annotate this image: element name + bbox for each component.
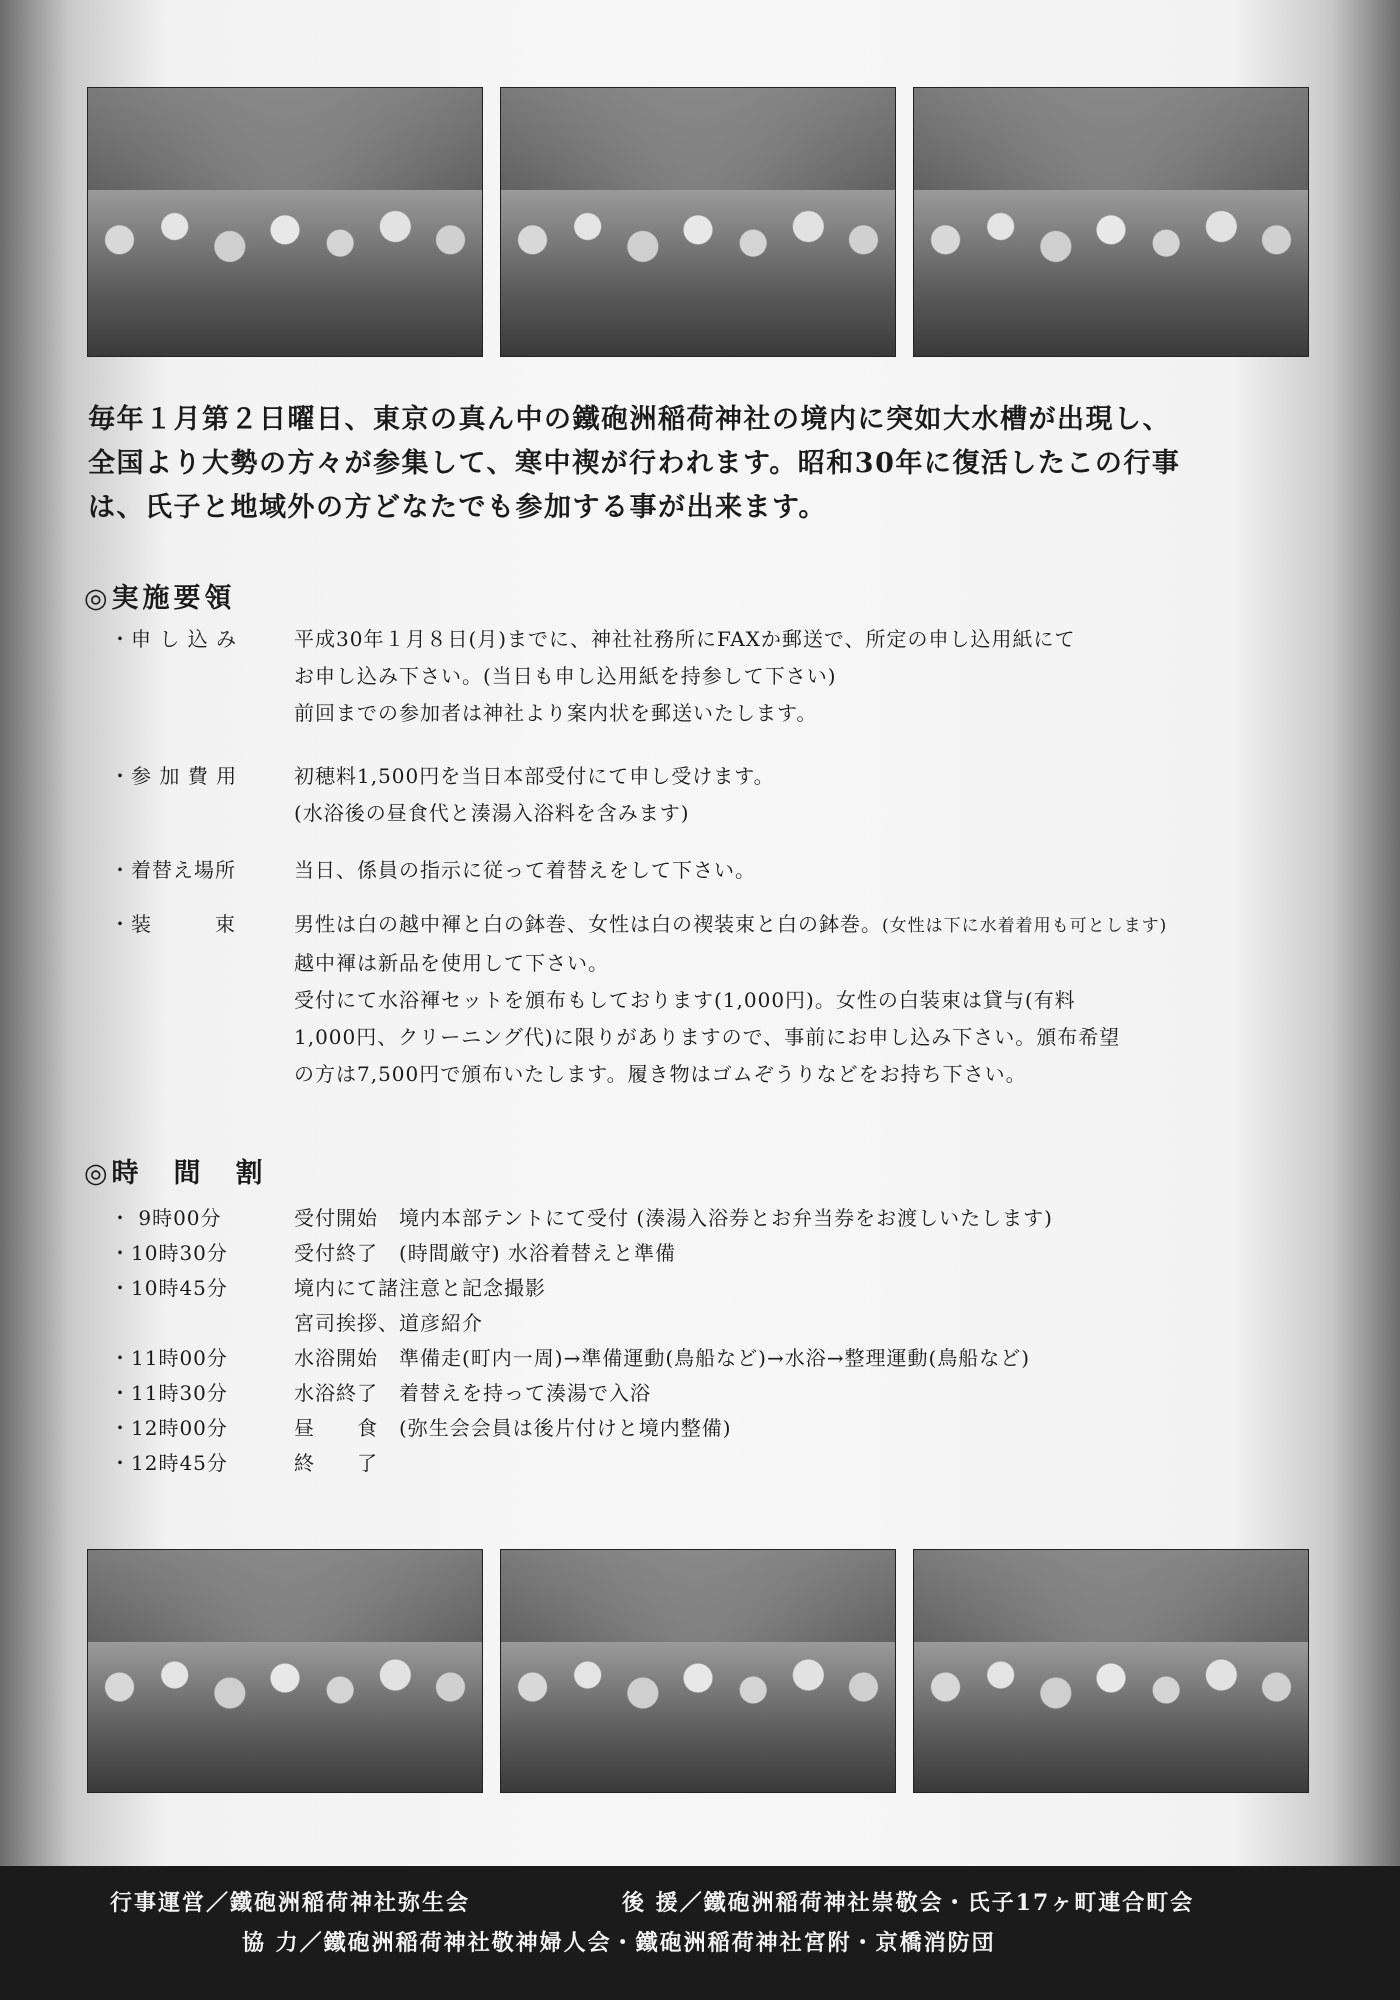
item-line: 受付にて水浴褌セットを頒布もしております(1,000円)。女性の白装束は貸与(有料: [294, 988, 1076, 1012]
item-label: ・参 加 費 用: [110, 764, 238, 788]
item-line: 初穂料1,500円を当日本部受付にて申し受けます。: [294, 764, 775, 788]
photo-participants-bathing: [914, 88, 1308, 356]
schedule-time: ・11時00分: [110, 1346, 228, 1370]
item-label: ・装 束: [110, 912, 236, 936]
footer-organizer: 行事運営／鐵砲洲稲荷神社弥生会: [110, 1890, 471, 1916]
item-line: 1,000円、クリーニング代)に限りがありますので、事前にお申し込み下さい。頒布希望: [294, 1025, 1121, 1049]
schedule-activity: 水浴開始 準備走(町内一周)→準備運動(鳥船など)→水浴→整理運動(鳥船など): [294, 1346, 1031, 1370]
photo-water-tank: [88, 1550, 482, 1792]
attire-main: 男性は白の越中褌と白の鉢巻、女性は白の禊装束と白の鉢巻。: [294, 912, 882, 936]
schedule-time: ・ 9時00分: [110, 1206, 222, 1230]
schedule-time: ・12時00分: [110, 1416, 228, 1440]
item-text: [294, 758, 1400, 832]
schedule-time: ・10時45分: [110, 1276, 228, 1300]
photo-shrine-grounds: [914, 1550, 1308, 1792]
schedule-activity: 終 了: [294, 1451, 378, 1475]
schedule-activity: 水浴終了 着替えを持って湊湯で入浴: [294, 1381, 651, 1405]
section-heading-schedule: ◎時 間 割: [84, 1158, 267, 1189]
footer-support: 後 援／鐵砲洲稲荷神社崇敬会・氏子17ヶ町連合町会: [622, 1890, 1195, 1916]
photo-group-portrait: [501, 88, 895, 356]
item-line: 平成30年１月８日(月)までに、神社社務所にFAXか郵送で、所定の申し込用紙にて: [294, 627, 1076, 651]
item-label: ・申 し 込 み: [110, 627, 238, 651]
item-line: の方は7,500円で頒布いたします。履き物はゴムぞうりなどをお持ち下さい。: [294, 1062, 1027, 1086]
schedule-activity: 宮司挨拶、道彦紹介: [294, 1311, 483, 1335]
top-photo-row: [88, 88, 1308, 356]
item-text: [294, 906, 1400, 1093]
schedule-time: ・12時45分: [110, 1451, 228, 1475]
footer-cooperation: 協 力／鐵砲洲稲荷神社敬神婦人会・鐵砲洲稲荷神社宮附・京橋消防団: [242, 1930, 996, 1956]
item-text: [294, 852, 1400, 889]
bottom-photo-row: [88, 1550, 1308, 1792]
item-text: [294, 621, 1400, 732]
photo-runners: [88, 88, 482, 356]
intro-paragraph: [88, 398, 1318, 530]
schedule-activity: 昼 食 (弥生会会員は後片付けと境内整備): [294, 1416, 732, 1440]
footer-credits: [0, 1866, 1400, 2000]
schedule-activity: 境内にて諸注意と記念撮影: [294, 1276, 546, 1300]
schedule-time: ・10時30分: [110, 1241, 228, 1265]
intro-line: は、氏子と地域外の方どなたでも参加する事が出来ます。: [88, 492, 827, 523]
item-line: (水浴後の昼食代と湊湯入浴料を含みます): [294, 801, 690, 825]
intro-line: 全国より大勢の方々が参集して、寒中禊が行われます。昭和30年に復活したこの行事: [88, 448, 1181, 479]
item-line: 前回までの参加者は神社より案内状を郵送いたします。: [294, 701, 818, 725]
section-heading-guidelines: ◎実施要領: [84, 583, 236, 614]
item-line: 越中褌は新品を使用して下さい。: [294, 951, 609, 975]
intro-line: 毎年１月第２日曜日、東京の真ん中の鐵砲洲稲荷神社の境内に突如大水槽が出現し、: [88, 404, 1171, 435]
schedule-activity: 受付終了 (時間厳守) 水浴着替えと準備: [294, 1241, 676, 1265]
item-line: お申し込み下さい。(当日も申し込用紙を持参して下さい): [294, 664, 837, 688]
attire-note: (女性は下に水着着用も可とします): [882, 916, 1168, 936]
photo-crowd-in-water: [501, 1550, 895, 1792]
item-line: 当日、係員の指示に従って着替えをして下さい。: [294, 858, 756, 882]
schedule-activity: 受付開始 境内本部テントにて受付 (湊湯入浴券とお弁当券をお渡しいたします): [294, 1206, 1053, 1230]
item-label: ・着替え場所: [110, 858, 236, 882]
schedule-time: ・11時30分: [110, 1381, 228, 1405]
item-line: [294, 906, 1400, 945]
